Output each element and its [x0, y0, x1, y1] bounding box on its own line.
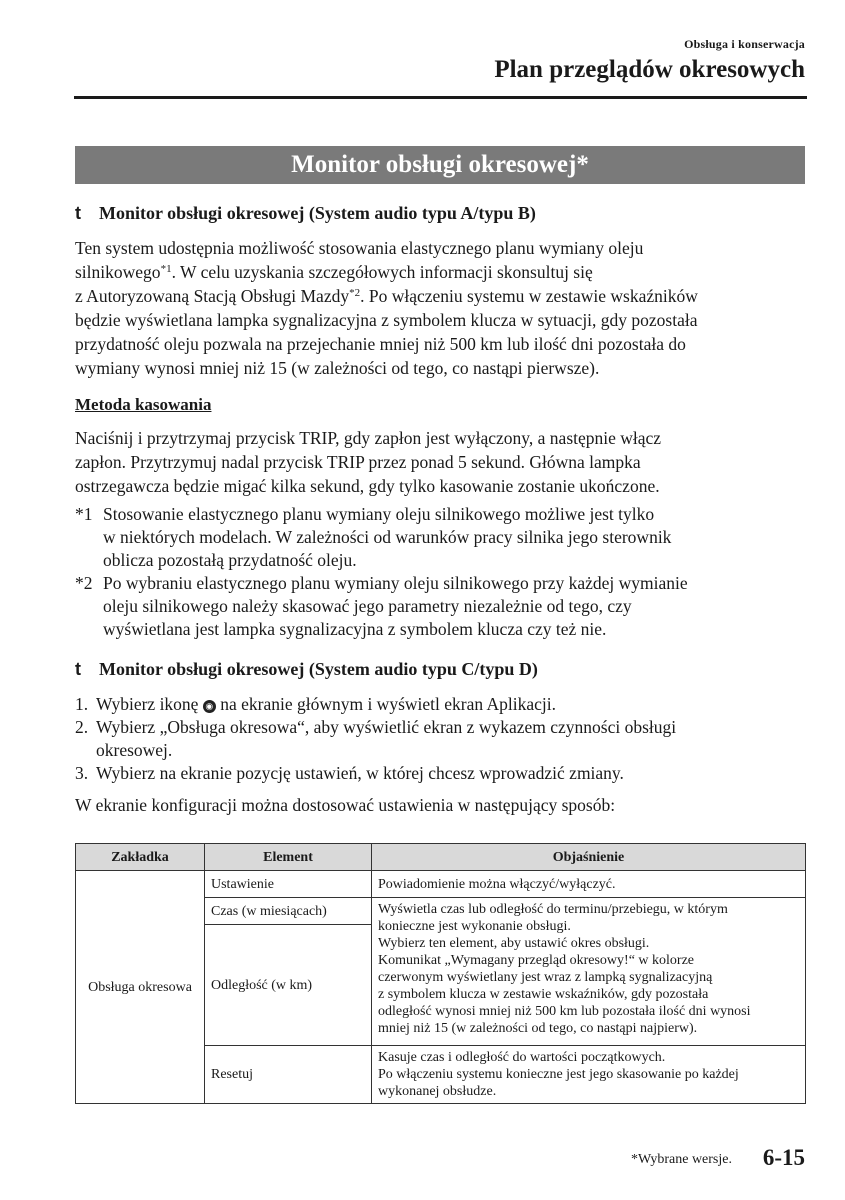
- step-number: 1.: [75, 694, 89, 714]
- footnote-line: wyświetlana jest lampka sygnalizacyjna z symbolem klucza czy też nie.: [103, 619, 607, 639]
- reset-line: zapłon. Przytrzymuj nadal przycisk TRIP przez ponad 5 sekund. Główna lampka: [75, 452, 641, 472]
- steps-list: [75, 693, 805, 785]
- column-header: Element: [205, 844, 372, 871]
- intro-line: [75, 260, 805, 284]
- description-line: Komunikat „Wymagany przegląd okresowy!“ w kolorze: [378, 953, 694, 968]
- element-cell: Czas (w miesiącach): [205, 898, 372, 925]
- table-row: [76, 871, 806, 898]
- description-cell: Powiadomienie można włączyć/wyłączyć.: [372, 871, 806, 898]
- description-cell: [372, 1046, 806, 1104]
- intro-line: Ten system udostępnia możliwość stosowania elastycznego planu wymiany oleju: [75, 238, 644, 258]
- page-title: Plan przeglądów okresowych: [494, 56, 805, 83]
- column-header: Objaśnienie: [372, 844, 806, 871]
- step-text: okresowej.: [96, 740, 173, 760]
- footnote-line: Po wybraniu elastycznego planu wymiany oleju silnikowego przy każdej wymianie: [103, 573, 688, 593]
- subsection-heading-b: [75, 659, 538, 680]
- description-line: Wyświetla czas lub odległość do terminu/przebiegu, w którym: [378, 902, 728, 917]
- footnote-1: [75, 503, 805, 572]
- step-number: 3.: [75, 763, 89, 783]
- table-header-row: [76, 844, 806, 871]
- column-header: Zakładka: [76, 844, 205, 871]
- description-line: Wybierz ten element, aby ustawić okres obsługi.: [378, 936, 650, 951]
- bullet-icon: t: [75, 203, 81, 223]
- intro-line: będzie wyświetlana lampka sygnalizacyjna z symbolem klucza w sytuacji, gdy pozostała: [75, 310, 698, 330]
- footnote-line: w niektórych modelach. W zależności od warunków pracy silnika jego sterownik: [103, 527, 672, 547]
- settings-table: [75, 843, 806, 1104]
- list-item: [75, 716, 805, 762]
- description-cell: [372, 898, 806, 1046]
- intro-text: . W celu uzyskania szczegółowych informacji skonsultuj się: [171, 262, 593, 282]
- footnote-2: [75, 572, 805, 641]
- subsection-heading-b-text: Monitor obsługi okresowej (System audio typu C/typu D): [99, 659, 538, 679]
- apps-icon: ◉: [203, 700, 216, 713]
- intro-text: . Po włączeniu systemu w zestawie wskaźników: [360, 286, 698, 306]
- list-item: [75, 693, 805, 716]
- intro-paragraph: [75, 236, 805, 380]
- element-cell: Resetuj: [205, 1046, 372, 1104]
- step-text: Wybierz „Obsługa okresowa“, aby wyświetlić ekran z wykazem czynności obsługi: [96, 717, 677, 737]
- intro-text: z Autoryzowaną Stacją Obsługi Mazdy: [75, 286, 350, 306]
- description-line: wykonanej obsłudze.: [378, 1084, 497, 1099]
- step-text: Wybierz ikonę: [96, 694, 199, 714]
- intro-line: [75, 284, 805, 308]
- footnote-line: oblicza pozostałą przydatność oleju.: [103, 550, 357, 570]
- subsection-heading-a: [75, 203, 536, 224]
- description-line: mniej niż 15 (w zależności od tego, co nastąpi najpierw).: [378, 1021, 698, 1036]
- config-intro: W ekranie konfiguracji można dostosować ustawienia w następujący sposób:: [75, 795, 616, 815]
- section-label: Obsługa i konserwacja: [684, 37, 805, 51]
- intro-text: silnikowego: [75, 262, 161, 282]
- reset-line: Naciśnij i przytrzymaj przycisk TRIP, gdy zapłon jest wyłączony, a następnie włącz: [75, 428, 662, 448]
- step-text: Wybierz na ekranie pozycję ustawień, w której chcesz wprowadzić zmiany.: [96, 763, 624, 783]
- subsection-heading-a-text: Monitor obsługi okresowej (System audio typu A/typu B): [99, 203, 536, 223]
- step-text: na ekranie głównym i wyświetl ekran Aplikacji.: [220, 694, 557, 714]
- footnote-line: Stosowanie elastycznego planu wymiany oleju silnikowego możliwe jest tylko: [103, 504, 655, 524]
- description-line: odległość wynosi mniej niż 500 km lub pozostała ilość dni wynosi: [378, 1004, 751, 1019]
- reset-line: ostrzegawcza będzie migać kilka sekund, gdy tylko kasowanie zostanie ukończone.: [75, 476, 660, 496]
- footnote-ref-2: *2: [349, 287, 361, 299]
- footnote-mark: *1: [75, 504, 93, 524]
- reset-method-heading: Metoda kasowania: [75, 395, 212, 414]
- intro-line: przydatność oleju pozwala na przejechanie mniej niż 500 km lub ilość dni pozostała do: [75, 334, 686, 354]
- description-line: Kasuje czas i odległość do wartości początkowych.: [378, 1050, 666, 1065]
- description-line: konieczne jest wykonanie obsługi.: [378, 919, 571, 934]
- description-line: Po włączeniu systemu konieczne jest jego skasowanie po każdej: [378, 1067, 739, 1082]
- element-cell: Odległość (w km): [205, 925, 372, 1046]
- element-cell: Ustawienie: [205, 871, 372, 898]
- list-item: [75, 762, 805, 785]
- bullet-icon: t: [75, 659, 81, 679]
- tab-cell: Obsługa okresowa: [76, 871, 205, 1104]
- section-banner: Monitor obsługi okresowej*: [75, 146, 805, 184]
- footer-note: *Wybrane wersje.: [630, 1152, 732, 1167]
- page-number: 6-15: [762, 1145, 805, 1170]
- description-line: z symbolem klucza w zestawie wskaźników, gdy pozostała: [378, 987, 709, 1002]
- reset-method-text: [75, 426, 805, 498]
- footnote-ref-1: *1: [160, 263, 172, 275]
- step-number: 2.: [75, 717, 89, 737]
- intro-line: wymiany wynosi mniej niż 15 (w zależności od tego, co nastąpi pierwsze).: [75, 358, 600, 378]
- footnote-mark: *2: [75, 573, 93, 593]
- description-line: czerwonym wyświetlany jest wraz z lampką sygnalizacyjną: [378, 970, 713, 985]
- title-rule: [74, 96, 807, 99]
- footnote-line: oleju silnikowego należy skasować jego parametry niezależnie od tego, czy: [103, 596, 632, 616]
